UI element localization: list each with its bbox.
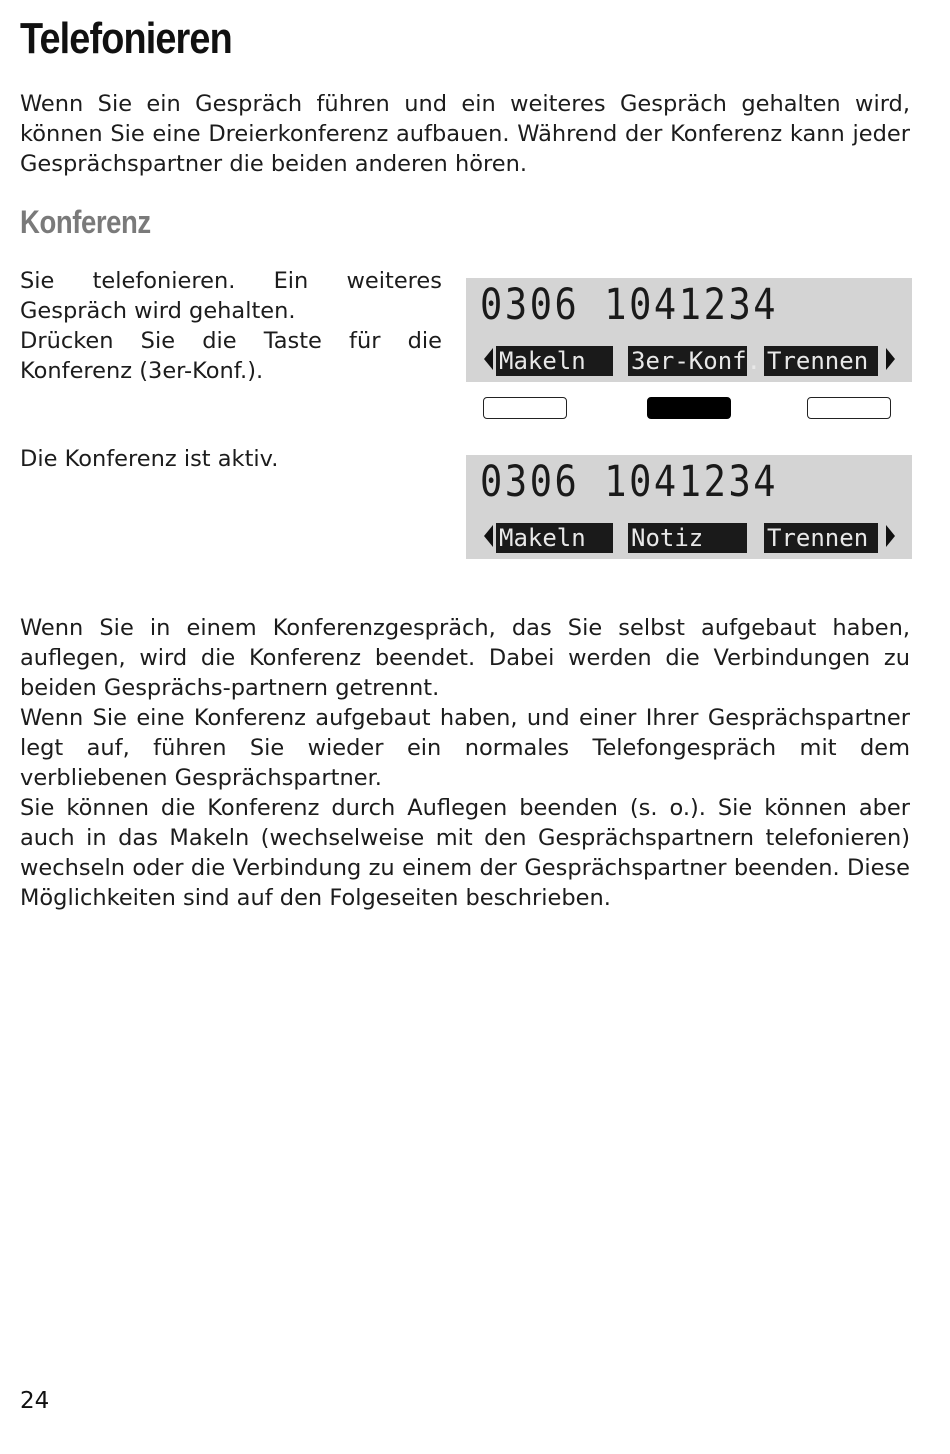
right-display-key-icon <box>807 397 891 419</box>
softkey-3er-konf: 3er-Konf. <box>628 346 747 376</box>
section-heading: Konferenz <box>20 204 151 240</box>
closing-paragraph: Sie können die Konferenz durch Auflegen beenden (s. o.). Sie können aber auch in das Makeln (wechselweise mit den Gesprächspartnern telefonieren) wechseln oder die Verbindung zu einem der Gesprächspartner beenden. Diese Möglichkeiten sind auf den Folgeseiten beschrieben. <box>20 795 910 911</box>
closing-text <box>20 613 910 913</box>
softkey-trennen: Trennen <box>764 523 878 553</box>
page-title: Telefonieren <box>20 14 232 63</box>
page-number: 24 <box>20 1388 50 1414</box>
display-number: 0306 1041234 <box>480 280 779 330</box>
softkey-makeln: Makeln <box>496 523 613 553</box>
step-2-instructions: Die Konferenz ist aktiv. <box>20 446 279 472</box>
arrow-left-icon <box>484 348 493 370</box>
middle-display-key-pressed-icon <box>647 397 731 419</box>
phone-display-2 <box>466 455 912 559</box>
arrow-right-icon <box>886 525 895 547</box>
softkey-makeln: Makeln <box>496 346 613 376</box>
intro-paragraph: Wenn Sie ein Gespräch führen und ein weiteres Gespräch gehalten wird, können Sie eine Dreierkonferenz aufbauen. Während der Konferenz kann jeder Gesprächspartner die beiden anderen hören. <box>20 91 910 177</box>
softkey-trennen: Trennen <box>764 346 878 376</box>
step-1-line-1: Sie telefonieren. Ein weiteres Gespräch wird gehalten. <box>20 268 442 324</box>
display-number: 0306 1041234 <box>480 457 779 507</box>
step-1-line-2: Drücken Sie die Taste für die Konferenz (3er-Konf.). <box>20 328 442 384</box>
softkey-notiz: Notiz <box>628 523 747 553</box>
step-1-instructions <box>20 266 442 386</box>
closing-paragraph: Wenn Sie in einem Konferenzgespräch, das Sie selbst aufgebaut haben, auflegen, wird die Konferenz beendet. Dabei werden die Verbindungen zu beiden Gesprächs-partnern getrennt. <box>20 615 910 701</box>
arrow-right-icon <box>886 348 895 370</box>
phone-display-1 <box>466 278 912 382</box>
closing-paragraph: Wenn Sie eine Konferenz aufgebaut haben, und einer Ihrer Gesprächspartner legt auf, führen Sie wieder ein normales Telefongespräch mit dem verbliebenen Gesprächspartner. <box>20 705 910 791</box>
arrow-left-icon <box>484 525 493 547</box>
left-display-key-icon <box>483 397 567 419</box>
